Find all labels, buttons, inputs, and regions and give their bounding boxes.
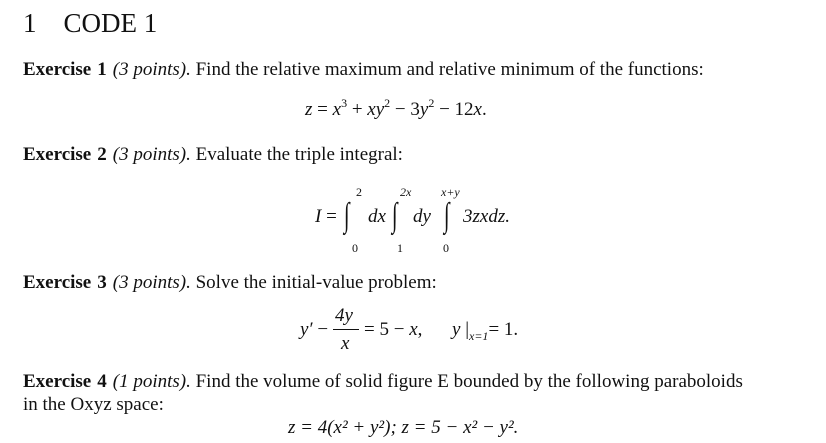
exercise-number: 4 (97, 371, 107, 392)
integral-1-lower: 0 (352, 241, 358, 255)
exercise-label: Exercise (23, 144, 92, 165)
exercise-label: Exercise (23, 272, 92, 293)
exercise-2 (23, 143, 403, 166)
exercise-text: Find the volume of solid figure E bounded by the following paraboloids (190, 371, 743, 392)
equation-4: z = 4(x² + y²); z = 5 − x² − y². (288, 417, 519, 438)
exercise-number: 1 (97, 59, 107, 80)
integral-3-lower: 0 (443, 241, 449, 255)
exercise-4 (23, 370, 743, 393)
integral-2-lower: 1 (397, 241, 403, 255)
section-title: CODE 1 (63, 8, 158, 38)
section-number: 1 (23, 8, 37, 38)
integral-sign-3: ∫ (443, 197, 450, 234)
integral-1-upper: 2 (356, 185, 362, 199)
integral-1-body: dx (368, 206, 386, 227)
eq3-denominator: x (341, 333, 350, 354)
integral-2-body: dy (413, 206, 431, 227)
integral-3-body: 3zxdz. (463, 206, 510, 227)
integral-2-upper: 2x (400, 185, 412, 199)
exercise-points: (1 points). (112, 371, 191, 392)
integral-sign-2: ∫ (391, 197, 398, 234)
section-heading (23, 8, 157, 38)
eq3-yprime: y′ − (300, 319, 329, 340)
exercise-number: 3 (97, 272, 107, 293)
exercise-text: Evaluate the triple integral: (190, 144, 403, 165)
exercise-label: Exercise (23, 59, 92, 80)
integral-lhs: I = (315, 206, 337, 227)
eq3-condition: y $|_{x=1}= 1$. (452, 319, 519, 343)
integral-sign-1: ∫ (343, 197, 350, 234)
eq3-numerator: 4y (335, 305, 353, 326)
exercise-points: (3 points). (112, 144, 191, 165)
exercise-3 (23, 271, 437, 294)
exercise-1 (23, 58, 704, 81)
integral-3-upper: x+y (441, 185, 460, 199)
exercise-text: Solve the initial-value problem: (190, 272, 437, 293)
exercise-points: (3 points). (112, 59, 191, 80)
equation-1: $z = x^3 + xy^2 - 3y^2 - 12x$. (305, 96, 487, 120)
exercise-number: 2 (97, 144, 107, 165)
exercise-text: Find the relative maximum and relative minimum of the functions: (190, 59, 704, 80)
eq3-fraction-bar (333, 329, 359, 330)
exercise-4-line-2: in the Oxyz space: (23, 394, 164, 415)
exercise-label: Exercise (23, 371, 92, 392)
exercise-points: (3 points). (112, 272, 191, 293)
eq3-rhs: = 5 − x, (364, 319, 423, 340)
